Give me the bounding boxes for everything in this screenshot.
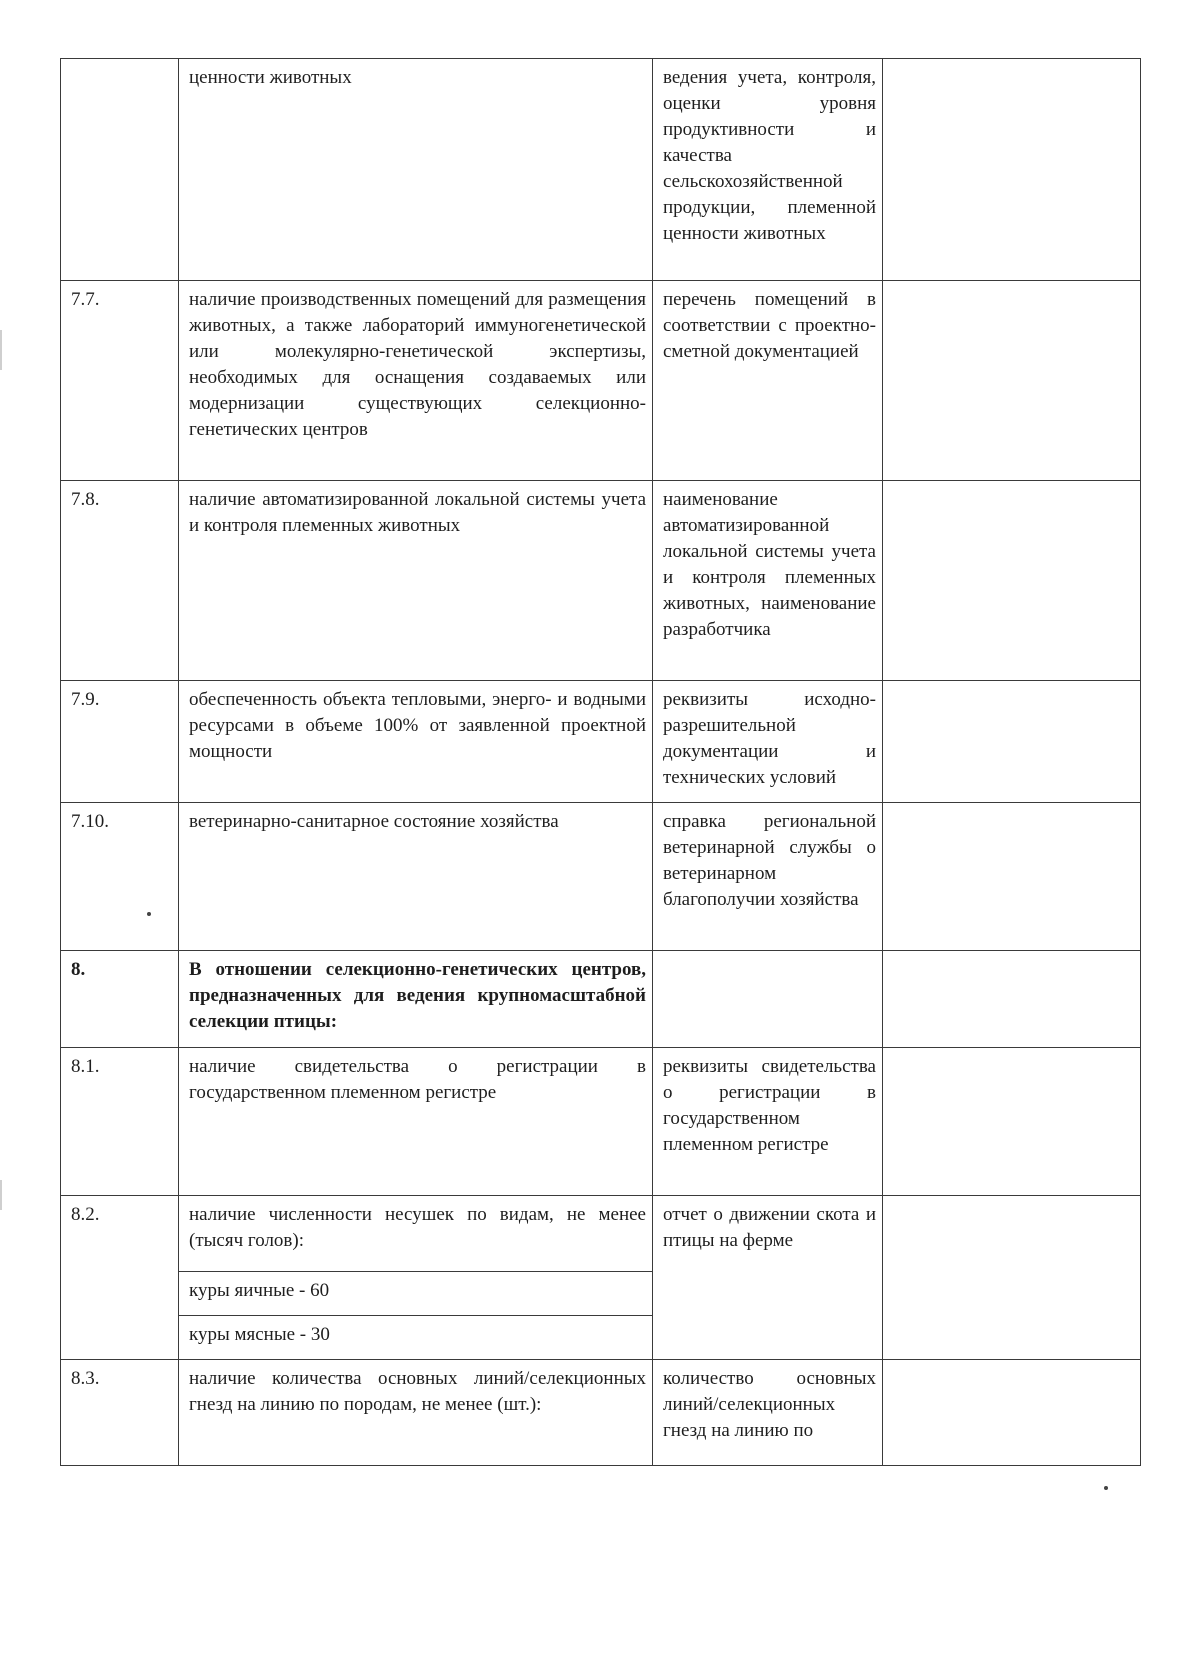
- requirements-table: [60, 58, 1141, 1466]
- note-cell: [883, 951, 1141, 1048]
- document-cell: реквизиты свидетельства о регистрации в государственном племенном регистре: [653, 1048, 883, 1196]
- table-row: [61, 59, 1141, 281]
- note-cell: [883, 1360, 1141, 1466]
- criterion-cell: ветеринарно-санитарное состояние хозяйства: [179, 803, 653, 951]
- scan-edge-mark: [0, 330, 2, 370]
- section-number: 8.: [61, 951, 179, 1048]
- row-number: [61, 59, 179, 281]
- section-heading: В отношении селекционно-генетических центров, предназначенных для ведения крупномасштабной селекции птицы:: [179, 951, 653, 1048]
- row-number: 8.1.: [61, 1048, 179, 1196]
- note-cell: [883, 59, 1141, 281]
- note-cell: [883, 681, 1141, 803]
- table-row: [61, 1048, 1141, 1196]
- document-cell: наименование автоматизированной локальной системы учета и контроля племенных животных, наименование разработчика: [653, 481, 883, 681]
- table-row: [61, 1360, 1141, 1466]
- criterion-cell: наличие свидетельства о регистрации в государственном племенном регистре: [179, 1048, 653, 1196]
- criterion-cell: наличие автоматизированной локальной системы учета и контроля племенных животных: [179, 481, 653, 681]
- criterion-cell: обеспеченность объекта тепловыми, энерго- и водными ресурсами в объеме 100% от заявленной проектной мощности: [179, 681, 653, 803]
- table-row: [61, 681, 1141, 803]
- document-cell: количество основных линий/селекционных гнезд на линию по: [653, 1360, 883, 1466]
- note-cell: [883, 803, 1141, 951]
- document-cell: реквизиты исходно-разрешительной документации и технических условий: [653, 681, 883, 803]
- row-number: 7.10.: [61, 803, 179, 951]
- criterion-cell: ценности животных: [179, 59, 653, 281]
- row-number: 7.7.: [61, 281, 179, 481]
- scan-dot: [1104, 1486, 1108, 1490]
- criterion-cell: наличие количества основных линий/селекционных гнезд на линию по породам, не менее (шт.):: [179, 1360, 653, 1466]
- row-number: 7.8.: [61, 481, 179, 681]
- sub-criterion-cell: куры яичные - 60: [179, 1272, 653, 1316]
- table-row: [61, 481, 1141, 681]
- table-row: [61, 281, 1141, 481]
- note-cell: [883, 481, 1141, 681]
- sub-criterion-cell: куры мясные - 30: [179, 1316, 653, 1360]
- table-row: [61, 803, 1141, 951]
- note-cell: [883, 281, 1141, 481]
- section-heading-row: [61, 951, 1141, 1048]
- document-cell: перечень помещений в соответствии с проектно-сметной документацией: [653, 281, 883, 481]
- row-number: 8.3.: [61, 1360, 179, 1466]
- document-cell: отчет о движении скота и птицы на ферме: [653, 1196, 883, 1360]
- document-cell: ведения учета, контроля, оценки уровня продуктивности и качества сельскохозяйственной продукции, племенной ценности животных: [653, 59, 883, 281]
- table-row: [61, 1196, 1141, 1272]
- criterion-cell: наличие производственных помещений для размещения животных, а также лабораторий иммуногенетической или молекулярно-генетической экспертизы, необходимых для оснащения создаваемых или модернизации существующих селекционно-генетических центров: [179, 281, 653, 481]
- criterion-cell: наличие численности несушек по видам, не менее (тысяч голов):: [179, 1196, 653, 1272]
- document-cell: справка региональной ветеринарной службы о ветеринарном благополучии хозяйства: [653, 803, 883, 951]
- note-cell: [883, 1048, 1141, 1196]
- scan-edge-mark: [0, 1180, 2, 1210]
- document-cell: [653, 951, 883, 1048]
- note-cell: [883, 1196, 1141, 1360]
- row-number: 8.2.: [61, 1196, 179, 1360]
- row-number: 7.9.: [61, 681, 179, 803]
